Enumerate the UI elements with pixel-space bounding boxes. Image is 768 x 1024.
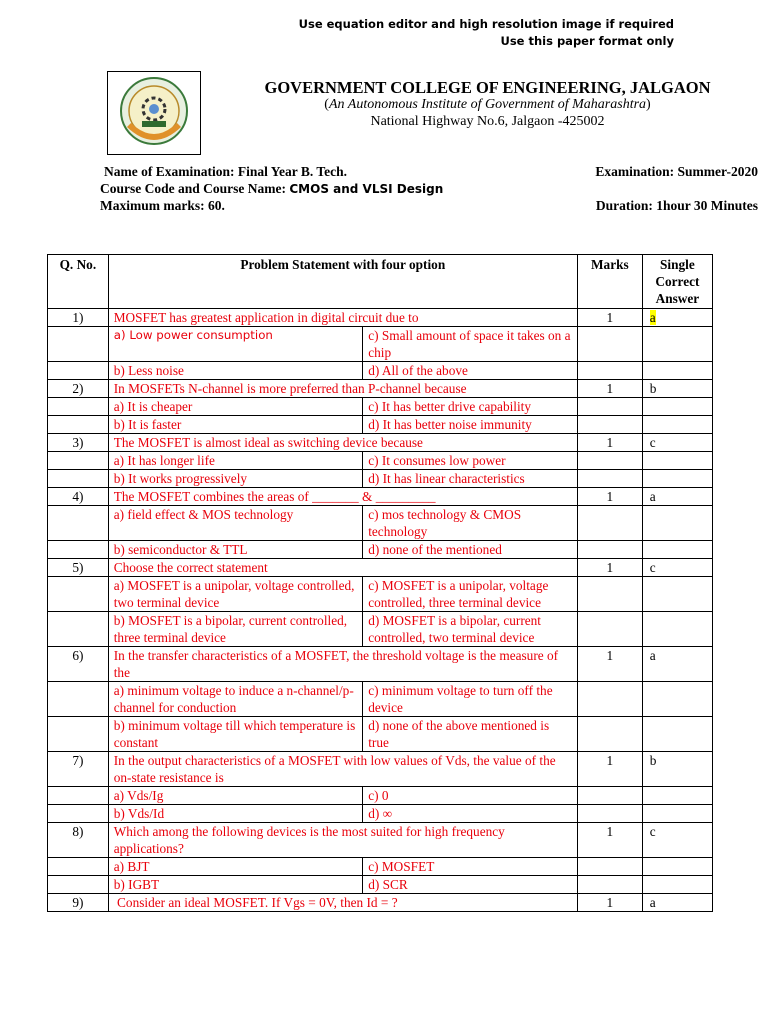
- option-d: d) none of the above mentioned is true: [363, 717, 578, 752]
- question-marks: 1: [577, 488, 642, 506]
- empty-cell: [577, 612, 642, 647]
- question-text: In the output characteristics of a MOSFET with low values of Vds, the value of the on-state resistance is: [108, 752, 577, 787]
- question-answer: b: [642, 752, 712, 787]
- highlighted-answer: a: [649, 310, 656, 325]
- empty-cell: [577, 506, 642, 541]
- table-row: [48, 805, 713, 823]
- table-row: [48, 876, 713, 894]
- college-logo-icon: [115, 75, 193, 151]
- option-c: c) It consumes low power: [363, 452, 578, 470]
- table-row: [48, 752, 713, 787]
- question-number: 3): [48, 434, 109, 452]
- option-b: b) semiconductor & TTL: [108, 541, 362, 559]
- empty-cell: [48, 682, 109, 717]
- course-label: Course Code and Course Name:: [100, 181, 286, 196]
- question-number: 8): [48, 823, 109, 858]
- empty-cell: [577, 452, 642, 470]
- question-answer: c: [642, 823, 712, 858]
- option-b: b) It is faster: [108, 416, 362, 434]
- empty-cell: [642, 787, 712, 805]
- empty-cell: [48, 787, 109, 805]
- college-name: GOVERNMENT COLLEGE OF ENGINEERING, JALGAON: [264, 78, 711, 97]
- table-row: [48, 787, 713, 805]
- empty-cell: [642, 452, 712, 470]
- question-number: 4): [48, 488, 109, 506]
- question-answer: c: [642, 434, 712, 452]
- empty-cell: [642, 541, 712, 559]
- empty-cell: [48, 398, 109, 416]
- question-answer: a: [642, 647, 712, 682]
- empty-cell: [577, 541, 642, 559]
- question-marks: 1: [577, 309, 642, 327]
- empty-cell: [48, 327, 109, 362]
- max-marks: Maximum marks: 60.: [100, 198, 225, 213]
- question-number: 7): [48, 752, 109, 787]
- exam-session: Examination: Summer-2020: [595, 164, 758, 179]
- table-row: [48, 470, 713, 488]
- empty-cell: [48, 876, 109, 894]
- question-answer: [642, 309, 712, 327]
- empty-cell: [48, 577, 109, 612]
- table-row: [48, 398, 713, 416]
- table-row: [48, 488, 713, 506]
- empty-cell: [577, 787, 642, 805]
- option-d: d) SCR: [363, 876, 578, 894]
- empty-cell: [48, 362, 109, 380]
- table-row: [48, 327, 713, 362]
- question-text: In MOSFETs N-channel is more preferred than P-channel because: [108, 380, 577, 398]
- option-c: c) 0: [363, 787, 578, 805]
- question-marks: 1: [577, 823, 642, 858]
- question-number: 1): [48, 309, 109, 327]
- table-header-row: [48, 255, 713, 309]
- college-address: National Highway No.6, Jalgaon -425002: [370, 114, 605, 129]
- question-marks: 1: [577, 894, 642, 912]
- question-text: The MOSFET is almost ideal as switching device because: [108, 434, 577, 452]
- question-text: In the transfer characteristics of a MOSFET, the threshold voltage is the measure of the: [108, 647, 577, 682]
- option-d: d) It has linear characteristics: [363, 470, 578, 488]
- empty-cell: [577, 805, 642, 823]
- option-c: c) MOSFET is a unipolar, voltage controlled, three terminal device: [363, 577, 578, 612]
- college-logo-frame: [107, 71, 201, 155]
- empty-cell: [577, 416, 642, 434]
- table-row: [48, 541, 713, 559]
- table-row: [48, 682, 713, 717]
- empty-cell: [642, 362, 712, 380]
- question-number: 2): [48, 380, 109, 398]
- course-name: CMOS and VLSI Design: [289, 182, 444, 196]
- empty-cell: [577, 398, 642, 416]
- empty-cell: [642, 858, 712, 876]
- option-d: d) none of the mentioned: [363, 541, 578, 559]
- exam-name: Name of Examination: Final Year B. Tech.: [104, 164, 348, 179]
- empty-cell: [48, 470, 109, 488]
- table-row: [48, 894, 713, 912]
- empty-cell: [48, 717, 109, 752]
- option-c: c) minimum voltage to turn off the device: [363, 682, 578, 717]
- question-marks: 1: [577, 559, 642, 577]
- table-row: [48, 647, 713, 682]
- question-text: Choose the correct statement: [108, 559, 577, 577]
- option-d: d) All of the above: [363, 362, 578, 380]
- question-marks: 1: [577, 434, 642, 452]
- option-b: b) Less noise: [108, 362, 362, 380]
- table-row: [48, 309, 713, 327]
- empty-cell: [577, 682, 642, 717]
- empty-cell: [577, 858, 642, 876]
- empty-cell: [642, 682, 712, 717]
- header-qno: Q. No.: [48, 255, 109, 309]
- question-marks: 1: [577, 380, 642, 398]
- empty-cell: [642, 398, 712, 416]
- option-c: c) MOSFET: [363, 858, 578, 876]
- question-number: 9): [48, 894, 109, 912]
- question-text: Which among the following devices is the most suited for high frequency applications?: [108, 823, 577, 858]
- empty-cell: [577, 717, 642, 752]
- question-text: MOSFET has greatest application in digital circuit due to: [108, 309, 577, 327]
- option-a: a) minimum voltage to induce a n-channel/p-channel for conduction: [108, 682, 362, 717]
- empty-cell: [642, 506, 712, 541]
- table-row: [48, 434, 713, 452]
- option-c: c) mos technology & CMOS technology: [363, 506, 578, 541]
- empty-cell: [48, 612, 109, 647]
- table-row: [48, 559, 713, 577]
- empty-cell: [577, 362, 642, 380]
- option-d: d) ∞: [363, 805, 578, 823]
- empty-cell: [48, 858, 109, 876]
- option-a: a) It is cheaper: [108, 398, 362, 416]
- empty-cell: [642, 327, 712, 362]
- empty-cell: [642, 717, 712, 752]
- table-row: [48, 506, 713, 541]
- question-text: Consider an ideal MOSFET. If Vgs = 0V, then Id = ?: [108, 894, 577, 912]
- empty-cell: [48, 541, 109, 559]
- empty-cell: [642, 470, 712, 488]
- table-row: [48, 717, 713, 752]
- option-c: c) Small amount of space it takes on a chip: [363, 327, 578, 362]
- table-row: [48, 823, 713, 858]
- header-marks: Marks: [577, 255, 642, 309]
- empty-cell: [48, 805, 109, 823]
- table-row: [48, 452, 713, 470]
- empty-cell: [642, 612, 712, 647]
- question-marks: 1: [577, 647, 642, 682]
- question-number: 5): [48, 559, 109, 577]
- course-info: [100, 181, 443, 197]
- option-c: c) It has better drive capability: [363, 398, 578, 416]
- option-b: b) MOSFET is a bipolar, current controlled, three terminal device: [108, 612, 362, 647]
- question-number: 6): [48, 647, 109, 682]
- header-problem: Problem Statement with four option: [108, 255, 577, 309]
- option-d: d) MOSFET is a bipolar, current controlled, two terminal device: [363, 612, 578, 647]
- empty-cell: [577, 470, 642, 488]
- subtitle-paren-open: (: [324, 97, 329, 112]
- option-b: b) Vds/Id: [108, 805, 362, 823]
- header-answer: Single Correct Answer: [642, 255, 712, 309]
- empty-cell: [642, 577, 712, 612]
- question-answer: a: [642, 894, 712, 912]
- empty-cell: [48, 506, 109, 541]
- table-row: [48, 380, 713, 398]
- empty-cell: [577, 876, 642, 894]
- option-a: a) MOSFET is a unipolar, voltage controlled, two terminal device: [108, 577, 362, 612]
- table-row: [48, 858, 713, 876]
- college-subtitle-text: An Autonomous Institute of Government of Maharashtra: [328, 97, 647, 112]
- instruction-note-equation: Use equation editor and high resolution image if required: [298, 17, 674, 31]
- option-a: a) field effect & MOS technology: [108, 506, 362, 541]
- exam-duration: Duration: 1hour 30 Minutes: [595, 198, 758, 213]
- empty-cell: [48, 416, 109, 434]
- empty-cell: [577, 577, 642, 612]
- option-a: a) It has longer life: [108, 452, 362, 470]
- option-b: b) IGBT: [108, 876, 362, 894]
- empty-cell: [48, 452, 109, 470]
- option-a: a) Low power consumption: [108, 327, 362, 362]
- question-answer: a: [642, 488, 712, 506]
- question-text: The MOSFET combines the areas of _______ & _________: [108, 488, 577, 506]
- question-answer: c: [642, 559, 712, 577]
- option-a: a) BJT: [108, 858, 362, 876]
- table-row: [48, 612, 713, 647]
- table-row: [48, 577, 713, 612]
- college-subtitle: [210, 97, 765, 113]
- empty-cell: [642, 416, 712, 434]
- question-table: [47, 254, 713, 912]
- option-b: b) It works progressively: [108, 470, 362, 488]
- option-a: a) Vds/Ig: [108, 787, 362, 805]
- empty-cell: [642, 805, 712, 823]
- empty-cell: [642, 876, 712, 894]
- option-d: d) It has better noise immunity: [363, 416, 578, 434]
- question-marks: 1: [577, 752, 642, 787]
- instruction-note-format: Use this paper format only: [500, 34, 674, 48]
- subtitle-paren-close: ): [646, 97, 651, 112]
- table-row: [48, 362, 713, 380]
- empty-cell: [577, 327, 642, 362]
- option-b: b) minimum voltage till which temperature is constant: [108, 717, 362, 752]
- table-row: [48, 416, 713, 434]
- question-answer: b: [642, 380, 712, 398]
